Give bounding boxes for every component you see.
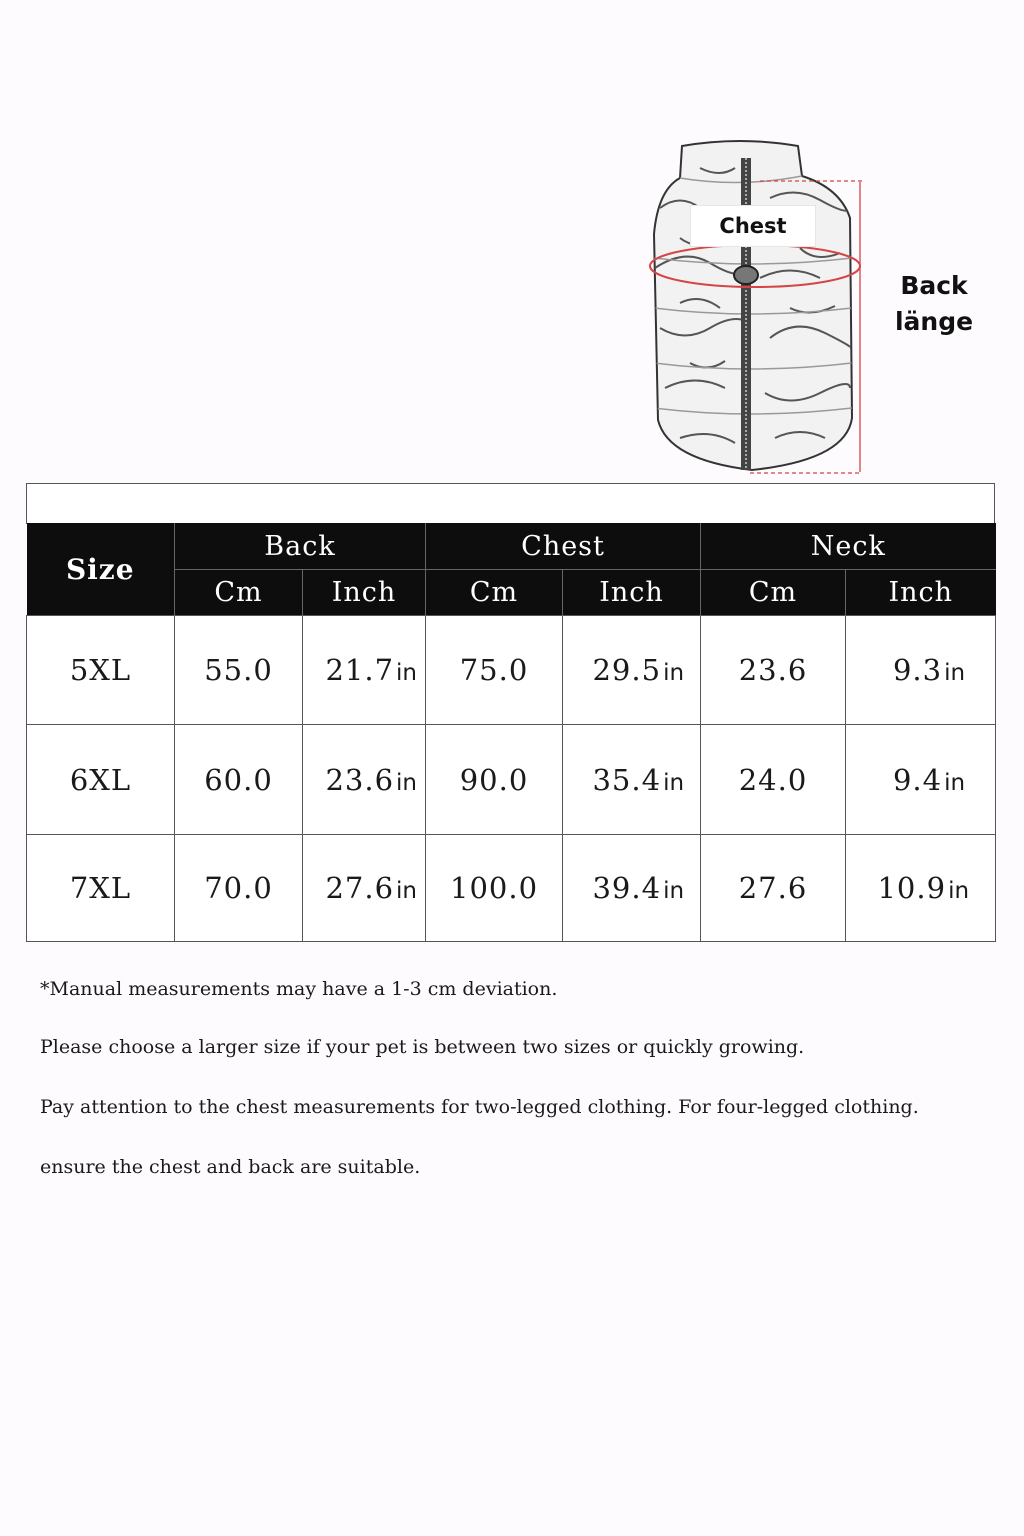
note-deviation: *Manual measurements may have a 1-3 cm deviation.: [40, 978, 558, 1000]
chest-inch-value: 29.5: [592, 653, 662, 687]
header-chest-inch: Inch: [563, 570, 701, 616]
header-back: Back: [175, 523, 426, 570]
neck-cm-cell: 27.6: [701, 835, 846, 942]
inch-unit: in: [663, 660, 685, 686]
back-cm-cell: 55.0: [175, 616, 303, 725]
neck-inch-cell: [846, 725, 996, 835]
back-inch-value: 27.6: [325, 871, 395, 905]
header-neck-inch: Inch: [846, 570, 996, 616]
header-neck: Neck: [701, 523, 996, 570]
back-inch-value: 21.7: [325, 653, 395, 687]
table-row: [27, 616, 996, 725]
table-row: [27, 725, 996, 835]
neck-inch-cell: [846, 616, 996, 725]
note-chest-back-suitable: ensure the chest and back are suitable.: [40, 1156, 421, 1178]
inch-unit: in: [944, 769, 966, 796]
back-inch-cell: [303, 835, 426, 942]
back-label-line2: länge: [894, 307, 974, 336]
neck-inch-cell: [846, 835, 996, 942]
table-row: [27, 835, 996, 942]
back-cm-cell: 60.0: [175, 725, 303, 835]
neck-inch-value: 9.4: [892, 762, 943, 797]
size-cell: 7XL: [27, 835, 175, 942]
header-neck-cm: Cm: [701, 570, 846, 616]
ring-icon: [734, 266, 758, 284]
inch-unit: in: [944, 660, 966, 686]
size-cell: 5XL: [27, 616, 175, 725]
chest-cm-cell: 100.0: [426, 835, 563, 942]
neck-cm-cell: 23.6: [701, 616, 846, 725]
chest-inch-cell: [563, 616, 701, 725]
back-cm-cell: 70.0: [175, 835, 303, 942]
inch-unit: in: [396, 660, 418, 686]
header-chest-cm: Cm: [426, 570, 563, 616]
note-larger-size: Please choose a larger size if your pet is between two sizes or quickly growing.: [40, 1036, 805, 1058]
chest-inch-cell: [563, 725, 701, 835]
table-top-banner: [26, 483, 995, 524]
header-back-cm: Cm: [175, 570, 303, 616]
vest-illustration: [640, 138, 880, 478]
chest-cm-cell: 90.0: [426, 725, 563, 835]
back-inch-cell: [303, 616, 426, 725]
chest-cm-cell: 75.0: [426, 616, 563, 725]
back-inch-cell: [303, 725, 426, 835]
inch-unit: in: [396, 878, 418, 904]
inch-unit: in: [948, 878, 970, 904]
back-label-line1: Back: [900, 271, 968, 300]
header-back-inch: Inch: [303, 570, 426, 616]
chest-inch-value: 35.4: [592, 762, 662, 797]
size-chart-table: [26, 523, 996, 942]
inch-unit: in: [396, 769, 418, 796]
header-row-groups: [27, 523, 996, 570]
size-cell: 6XL: [27, 725, 175, 835]
header-chest: Chest: [426, 523, 701, 570]
neck-cm-cell: 24.0: [701, 725, 846, 835]
back-inch-value: 23.6: [325, 762, 395, 797]
neck-inch-value: 9.3: [892, 653, 943, 687]
header-size: Size: [27, 523, 175, 616]
note-chest-measurement: Pay attention to the chest measurements for two-legged clothing. For four-legged clothing.: [40, 1096, 919, 1118]
inch-unit: in: [663, 769, 685, 796]
back-length-label: [888, 268, 980, 340]
vest-outline: [654, 141, 852, 470]
neck-inch-value: 10.9: [877, 871, 947, 905]
chest-inch-value: 39.4: [592, 871, 662, 905]
chest-label: Chest: [690, 205, 816, 247]
inch-unit: in: [663, 878, 685, 904]
chest-inch-cell: [563, 835, 701, 942]
